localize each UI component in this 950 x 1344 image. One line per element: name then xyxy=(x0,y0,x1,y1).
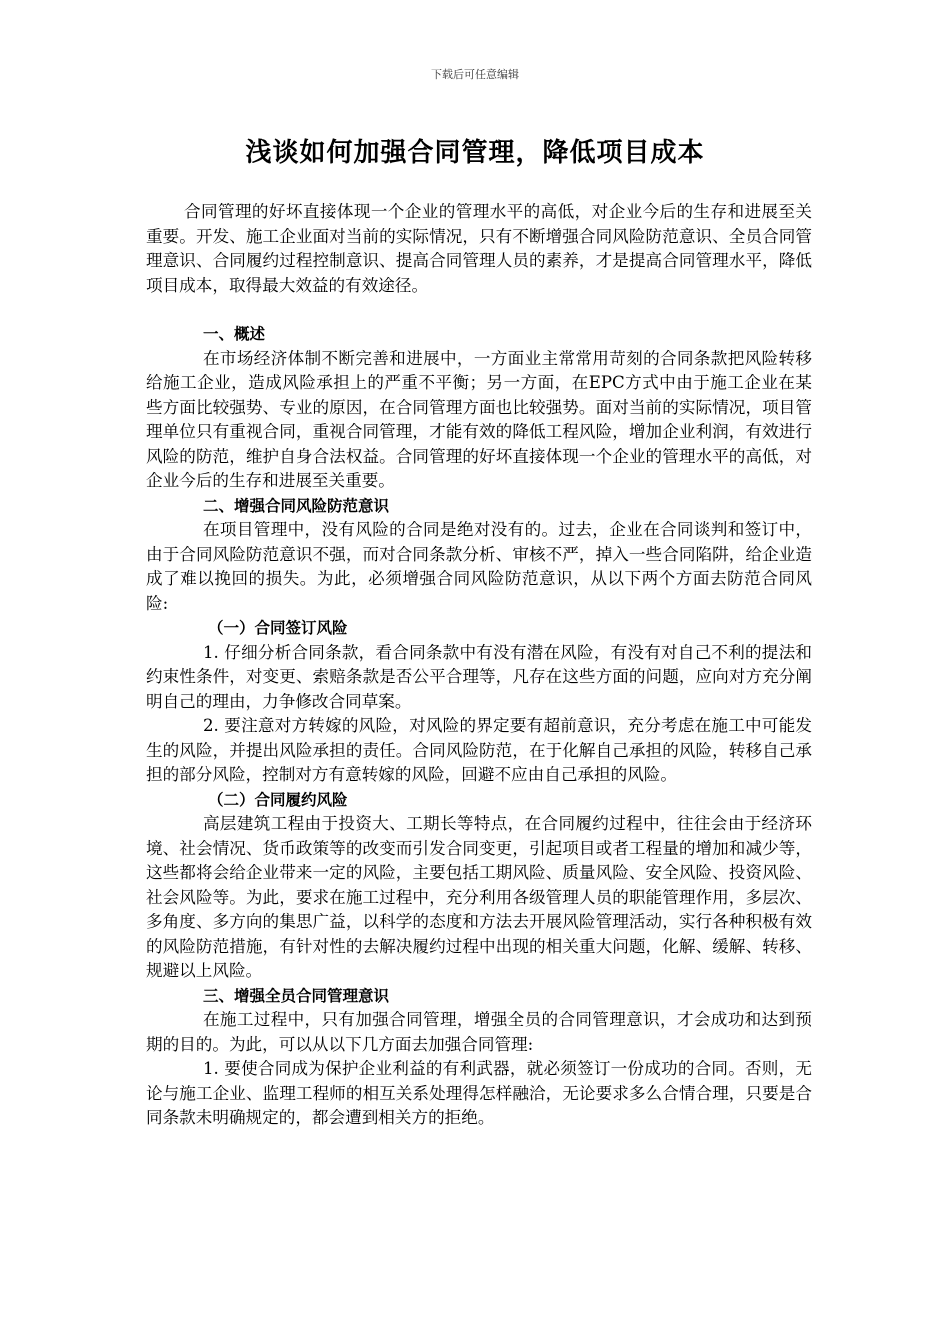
document-title: 浅谈如何加强合同管理，降低项目成本 xyxy=(245,138,705,168)
spacer xyxy=(146,298,812,322)
subsection-2-1-item-1: 1. 仔细分析合同条款，看合同条款中有没有潜在风险，有没有对自己不利的提法和约束性条件，对变更、索赔条款是否公平合理等，凡存在这些方面的问题，应向对方充分阐明自己的理由，力争修改合同草案。 xyxy=(146,642,812,711)
subsection-2-2-heading: （二）合同履约风险 xyxy=(208,790,348,809)
subsection-2-1-item-2: 2. 要注意对方转嫁的风险，对风险的界定要有超前意识，充分考虑在施工中可能发生的风险，并提出风险承担的责任。合同风险防范，在于化解自己承担的风险，转移自己承担的部分风险，控制对方有意转嫁的风险，回避不应由自己承担的风险。 xyxy=(146,716,812,784)
subsection-2-1-heading: （一）合同签订风险 xyxy=(208,619,348,637)
section-2-paragraph: 在项目管理中，没有风险的合同是绝对没有的。过去，企业在合同谈判和签订中，由于合同风险防范意识不强，而对合同条款分析、审核不严，掉入一些合同陷阱，给企业造成了难以挽回的损失。为此，必须增强合同风险防范意识，从以下两个方面去防范合同风险: xyxy=(146,520,812,613)
section-1-paragraph: 在市场经济体制不断完善和进展中，一方面业主常常用苛刻的合同条款把风险转移给施工企业，造成风险承担上的严重不平衡；另一方面，在EPC方式中由于施工企业在某些方面比较强势、专业的原因，在合同管理方面也比较强势。面对当前的实际情况，项目管理单位只有重视合同，重视合同管理，才能有效的降低工程风险，增加企业利润，有效进行风险的防范，维护自身合法权益。合同管理的好坏直接体现一个企业的管理水平的高低，对企业今后的生存和进展至关重要。 xyxy=(146,348,812,490)
section-3-heading: 三、增强全员合同管理意识 xyxy=(203,986,390,1005)
document-body xyxy=(146,200,812,1131)
intro-paragraph: 合同管理的好坏直接体现一个企业的管理水平的高低，对企业今后的生存和进展至关重要。开发、施工企业面对当前的实际情况，只有不断增强合同风险防范意识、全员合同管理意识、合同履约过程控制意识、提高合同管理人员的素养，才是提高合同管理水平，降低项目成本，取得最大效益的有效途径。 xyxy=(146,202,812,295)
header-note: 下载后可任意编辑 xyxy=(431,68,519,81)
section-1-heading: 一、概述 xyxy=(203,325,266,343)
subsection-2-2-paragraph: 高层建筑工程由于投资大、工期长等特点，在合同履约过程中，往往会由于经济环境、社会情况、货币政策等的改变而引发合同变更，引起项目或者工程量的增加和减少等，这些都将会给企业带来一定的风险，主要包括工期风险、质量风险、安全风险、投资风险、社会风险等。为此，要求在施工过程中，充分利用各级管理人员的职能管理作用，多层次、多角度、多方向的集思广益，以科学的态度和方法去开展风险管理活动，实行各种积极有效的风险防范措施，有针对性的去解决履约过程中出现的相关重大问题，化解、缓解、转移、规避以上风险。 xyxy=(146,814,812,980)
section-3-item-1: 1. 要使合同成为保护企业利益的有利武器，就必须签订一份成功的合同。否则，无论与施工企业、监理工程师的相互关系处理得怎样融洽，无论要求多么合情合理，只要是合同条款未明确规定的，都会遭到相关方的拒绝。 xyxy=(146,1059,812,1127)
section-3-paragraph: 在施工过程中，只有加强合同管理，增强全员的合同管理意识，才会成功和达到预期的目的。为此，可以从以下几方面去加强合同管理: xyxy=(146,1010,812,1054)
section-2-heading: 二、增强合同风险防范意识 xyxy=(203,496,390,515)
